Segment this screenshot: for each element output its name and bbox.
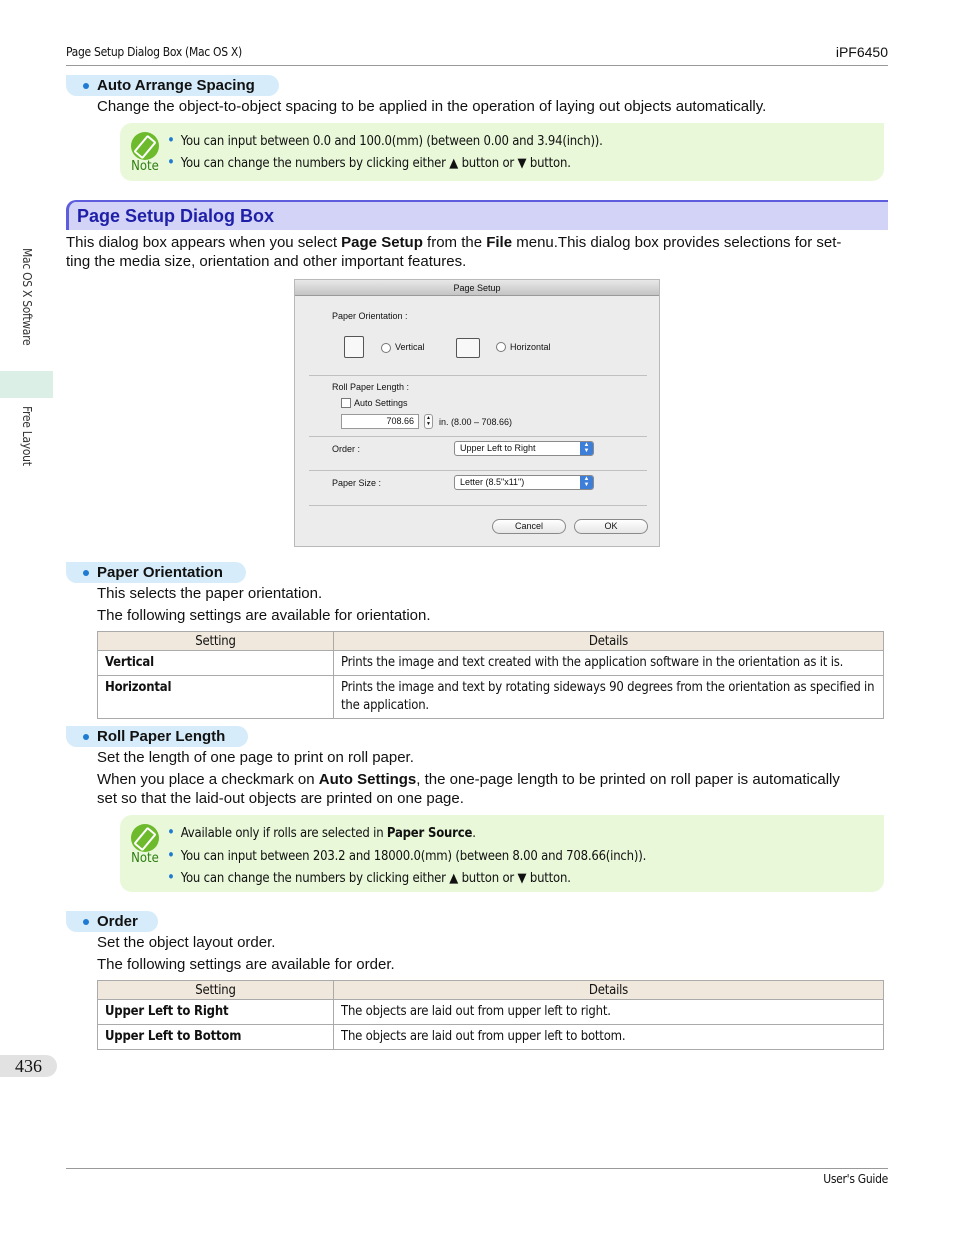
column-header: Setting (98, 632, 334, 651)
note-item: • Available only if rolls are selected in Paper Source. (167, 823, 476, 841)
footer-title: User's Guide (823, 1172, 888, 1186)
footer-rule (66, 1168, 888, 1169)
paper-size-select[interactable]: Letter (8.5"x11") ▲ ▼ (454, 475, 594, 490)
side-section-label: Mac OS X Software (20, 248, 34, 346)
side-subsection-label: Free Layout (20, 406, 34, 466)
order-label: Order : (332, 444, 361, 454)
column-header: Details (334, 981, 884, 1000)
auto-settings-label: Auto Settings (354, 398, 408, 408)
table-header-row (98, 981, 884, 1000)
bullet-icon (83, 83, 89, 89)
note-label: Note (131, 159, 159, 174)
note-item: • You can change the numbers by clicking either ▲ button or ▼ button. (167, 153, 571, 171)
table-row (98, 1025, 884, 1050)
divider (309, 505, 647, 506)
details-cell: The objects are laid out from upper left to right. (334, 1000, 884, 1025)
paper-orientation-desc: The following settings are available for orientation. (97, 607, 431, 624)
note-item: • You can input between 203.2 and 18000.0(mm) (between 8.00 and 708.66(inch)). (167, 846, 646, 864)
paper-orientation-desc: This selects the paper orientation. (97, 585, 323, 602)
page-number: 436 (0, 1055, 57, 1077)
horizontal-radio[interactable] (496, 342, 506, 352)
details-cell: Prints the image and text created with the application software in the orientation as it is. (334, 651, 884, 676)
divider (309, 375, 647, 376)
setting-cell: Upper Left to Bottom (98, 1025, 334, 1050)
vertical-label: Vertical (395, 342, 425, 352)
header-rule (66, 65, 888, 66)
portrait-icon (344, 336, 364, 358)
note-label: Note (131, 851, 159, 866)
landscape-icon (456, 338, 480, 358)
roll-paper-desc: Set the length of one page to print on roll paper. (97, 749, 414, 766)
length-stepper[interactable]: ▲ ▼ (424, 414, 433, 429)
horizontal-label: Horizontal (510, 342, 551, 352)
table-row (98, 676, 884, 719)
setting-cell: Vertical (98, 651, 334, 676)
divider (309, 436, 647, 437)
note-pencil-icon (131, 132, 159, 160)
length-input[interactable]: 708.66 (341, 414, 419, 429)
order-table (97, 980, 884, 1050)
divider (309, 470, 647, 471)
note-box (120, 123, 884, 181)
header-model: iPF6450 (835, 44, 888, 60)
roll-paper-desc: When you place a checkmark on Auto Settings, the one-page length to be printed on roll paper is automatically set so that the laid-out objects are printed on one page. (97, 771, 840, 807)
roll-paper-heading: Roll Paper Length (66, 726, 248, 747)
orientation-label: Paper Orientation : (332, 311, 408, 321)
chevron-updown-icon: ▲ ▼ (580, 442, 593, 455)
note-box (120, 815, 884, 892)
cancel-button[interactable]: Cancel (492, 519, 566, 534)
section-intro: This dialog box appears when you select Page Setup from the File menu.This dialog box provides selections for set- ting the media size, orientation and other important features. (66, 234, 842, 270)
auto-arrange-heading: Auto Arrange Spacing (66, 75, 279, 96)
note-item: • You can input between 0.0 and 100.0(mm) (between 0.00 and 3.94(inch)). (167, 131, 603, 149)
order-desc: The following settings are available for order. (97, 956, 395, 973)
side-tab-marker (0, 371, 53, 398)
dialog-title: Page Setup (295, 280, 659, 296)
vertical-radio[interactable] (381, 343, 391, 353)
auto-arrange-desc: Change the object-to-object spacing to be applied in the operation of laying out objects automatically. (97, 98, 767, 115)
order-desc: Set the object layout order. (97, 934, 276, 951)
length-range: in. (8.00 – 708.66) (439, 417, 513, 427)
bullet-icon (83, 734, 89, 740)
note-pencil-icon (131, 824, 159, 852)
roll-length-label: Roll Paper Length : (332, 382, 410, 392)
section-heading: Page Setup Dialog Box (66, 200, 888, 230)
details-cell: The objects are laid out from upper left to bottom. (334, 1025, 884, 1050)
chevron-updown-icon: ▲ ▼ (580, 476, 593, 489)
table-row (98, 1000, 884, 1025)
table-row (98, 651, 884, 676)
bullet-icon (83, 919, 89, 925)
auto-settings-checkbox[interactable] (341, 398, 351, 408)
setting-cell: Upper Left to Right (98, 1000, 334, 1025)
paper-orientation-heading: Paper Orientation (66, 562, 246, 583)
orientation-table (97, 631, 884, 719)
column-header: Details (334, 632, 884, 651)
order-select[interactable]: Upper Left to Right ▲ ▼ (454, 441, 594, 456)
page-setup-dialog (294, 279, 660, 547)
note-item: • You can change the numbers by clicking either ▲ button or ▼ button. (167, 868, 571, 886)
table-header-row (98, 632, 884, 651)
order-heading: Order (66, 911, 158, 932)
details-cell: Prints the image and text by rotating sideways 90 degrees from the orientation as specified in the application. (334, 676, 884, 719)
setting-cell: Horizontal (98, 676, 334, 719)
header-title: Page Setup Dialog Box (Mac OS X) (66, 45, 242, 59)
column-header: Setting (98, 981, 334, 1000)
ok-button[interactable]: OK (574, 519, 648, 534)
bullet-icon (83, 570, 89, 576)
paper-size-label: Paper Size : (332, 478, 382, 488)
